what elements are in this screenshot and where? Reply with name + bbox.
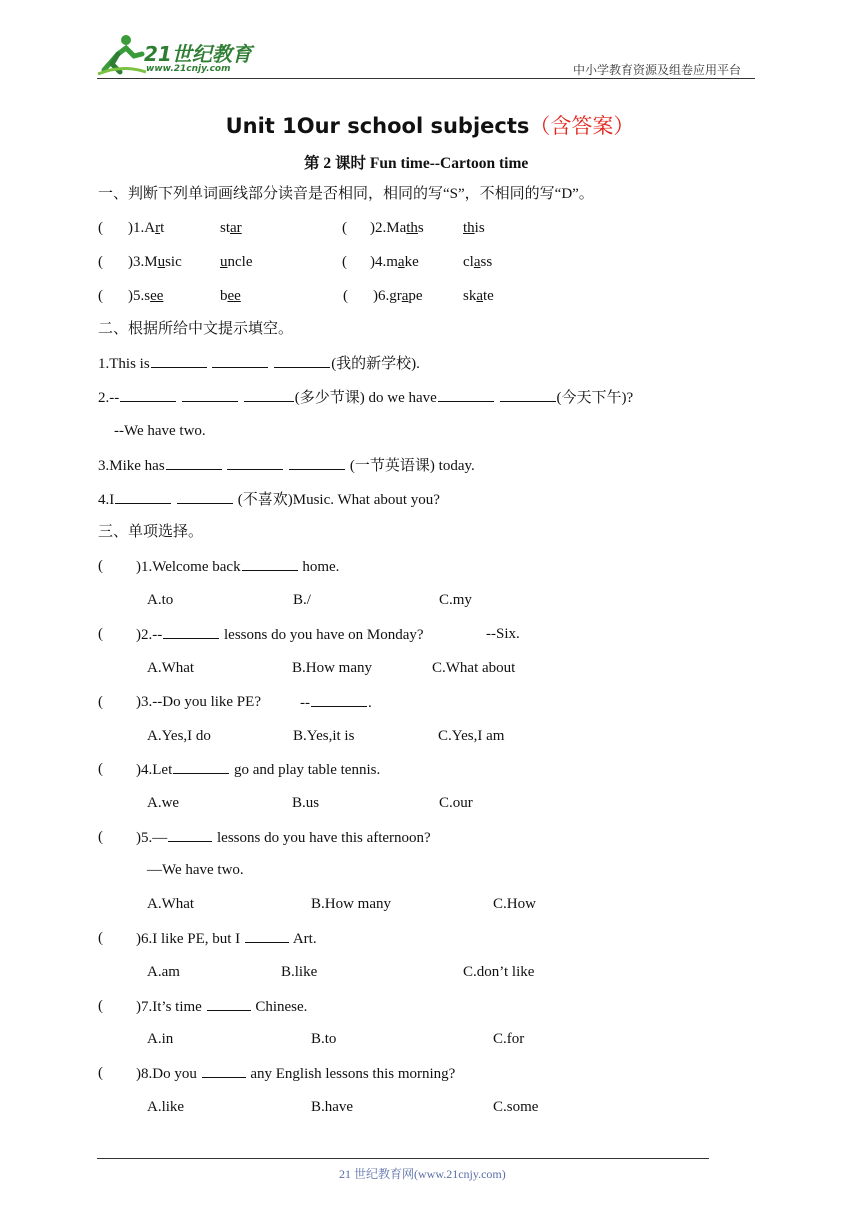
s3-question-7: )7.It’s time Chinese. — [136, 999, 308, 1015]
option-a[interactable]: A.in — [147, 1031, 174, 1047]
option-b[interactable]: B.us — [292, 795, 320, 811]
answer-blank[interactable] — [500, 388, 556, 402]
answer-blank[interactable] — [120, 388, 176, 402]
section2-heading: 二、根据所给中文提示填空。 — [98, 321, 294, 337]
header-divider — [97, 78, 755, 79]
option-a[interactable]: A.am — [147, 964, 180, 980]
answer-blank[interactable] — [163, 625, 219, 639]
option-c[interactable]: C.some — [493, 1099, 539, 1115]
paren: ( — [98, 1065, 103, 1081]
option-b[interactable]: B./ — [293, 592, 311, 608]
answer-blank[interactable] — [202, 1064, 246, 1078]
option-c[interactable]: C.my — [439, 592, 472, 608]
paren: ( — [98, 761, 103, 777]
answer-blank[interactable] — [168, 828, 212, 842]
option-c[interactable]: C.Yes,I am — [438, 728, 505, 744]
paren: ( — [343, 288, 348, 304]
s3-question-5-reply: —We have two. — [147, 862, 244, 878]
paren: ( — [98, 930, 103, 946]
option-a[interactable]: A.like — [147, 1099, 185, 1115]
answer-blank[interactable] — [173, 760, 229, 774]
section3-heading: 三、单项选择。 — [98, 524, 204, 540]
s3-question-2-reply: --Six. — [486, 626, 520, 642]
paren: ( — [98, 829, 103, 845]
answer-blank[interactable] — [151, 354, 207, 368]
section1-heading: 一、判断下列单词画线部分读音是否相同，相同的写“S”，不相同的写“D”。 — [98, 186, 594, 202]
s1-item-5-word2: bee — [220, 288, 241, 304]
paren: ( — [342, 220, 347, 236]
s1-item-1-word2: star — [220, 220, 242, 236]
page-subtitle: 第 2 课时 Fun time--Cartoon time — [304, 155, 529, 172]
s1-item-6: )6.grape — [373, 288, 423, 304]
option-b[interactable]: B.like — [281, 964, 318, 980]
logo-main-text: 21世纪教育 — [144, 42, 252, 66]
answer-blank[interactable] — [115, 490, 171, 504]
paren: ( — [98, 694, 103, 710]
answer-blank[interactable] — [166, 456, 222, 470]
s3-question-8: )8.Do you any English lessons this morning? — [136, 1066, 456, 1082]
s2-question-4: 4.I (不喜欢)Music. What about you? — [98, 492, 440, 508]
s3-question-3-reply: -- . — [300, 695, 372, 711]
paren: ( — [98, 254, 103, 270]
s1-item-2-word2: this — [463, 220, 485, 236]
answer-blank[interactable] — [311, 693, 367, 707]
runner-logo-icon — [96, 34, 148, 76]
s3-question-1: )1.Welcome back home. — [136, 559, 340, 575]
option-b[interactable]: B.How many — [292, 660, 372, 676]
answer-blank[interactable] — [227, 456, 283, 470]
s1-item-1: )1.Art — [128, 220, 165, 236]
option-b[interactable]: B.How many — [311, 896, 391, 912]
paren: ( — [98, 626, 103, 642]
s1-item-5: )5.see — [128, 288, 164, 304]
option-b[interactable]: B.have — [311, 1099, 354, 1115]
option-a[interactable]: A.we — [147, 795, 180, 811]
option-b[interactable]: B.Yes,it is — [293, 728, 355, 744]
s3-question-6: )6.I like PE, but I Art. — [136, 931, 317, 947]
s1-item-4: )4.make — [370, 254, 419, 270]
option-a[interactable]: A.What — [147, 896, 195, 912]
answer-blank[interactable] — [212, 354, 268, 368]
answer-blank[interactable] — [177, 490, 233, 504]
option-a[interactable]: A.to — [147, 592, 174, 608]
s1-item-3: )3.Music — [128, 254, 182, 270]
s3-question-4: )4.Let go and play table tennis. — [136, 762, 381, 778]
option-c[interactable]: C.don’t like — [463, 964, 535, 980]
title-suffix: （含答案） — [529, 114, 635, 138]
answer-blank[interactable] — [438, 388, 494, 402]
answer-blank[interactable] — [242, 557, 298, 571]
s3-question-2: )2.-- lessons do you have on Monday? — [136, 627, 424, 643]
option-b[interactable]: B.to — [311, 1031, 337, 1047]
footer-divider — [97, 1158, 709, 1159]
s1-item-3-word2: uncle — [220, 254, 253, 270]
option-c[interactable]: C.What about — [432, 660, 516, 676]
paren: ( — [342, 254, 347, 270]
s1-item-4-word2: class — [463, 254, 493, 270]
answer-blank[interactable] — [244, 388, 294, 402]
option-c[interactable]: C.our — [439, 795, 473, 811]
s1-item-2: )2.Maths — [370, 220, 424, 236]
paren: ( — [98, 288, 103, 304]
paren: ( — [98, 998, 103, 1014]
answer-blank[interactable] — [274, 354, 330, 368]
s1-item-6-word2: skate — [463, 288, 494, 304]
logo — [96, 34, 266, 78]
answer-blank[interactable] — [289, 456, 345, 470]
s3-question-5: )5.— lessons do you have this afternoon? — [136, 830, 431, 846]
title-main: Unit 1Our school subjects — [225, 114, 530, 138]
option-a[interactable]: A.What — [147, 660, 195, 676]
s2-question-1: 1.This is (我的新学校). — [98, 356, 420, 372]
s3-question-3: )3.--Do you like PE? — [136, 694, 261, 710]
option-c[interactable]: C.for — [493, 1031, 525, 1047]
paren: ( — [98, 220, 103, 236]
answer-blank[interactable] — [245, 929, 289, 943]
s2-answer-2: --We have two. — [114, 423, 206, 439]
platform-label: 中小学教育资源及组卷应用平台 — [573, 63, 742, 77]
page-title — [0, 110, 860, 140]
option-c[interactable]: C.How — [493, 896, 536, 912]
s2-question-3: 3.Mike has (一节英语课) today. — [98, 458, 475, 474]
paren: ( — [98, 558, 103, 574]
option-a[interactable]: A.Yes,I do — [147, 728, 211, 744]
answer-blank[interactable] — [207, 997, 251, 1011]
s2-question-2: 2.-- (多少节课) do we have (今天下午)? — [98, 390, 634, 406]
answer-blank[interactable] — [182, 388, 238, 402]
logo-url-text: www.21cnjy.com — [146, 64, 231, 74]
footer-text[interactable]: 21 世纪教育网(www.21cnjy.com) — [339, 1167, 506, 1181]
